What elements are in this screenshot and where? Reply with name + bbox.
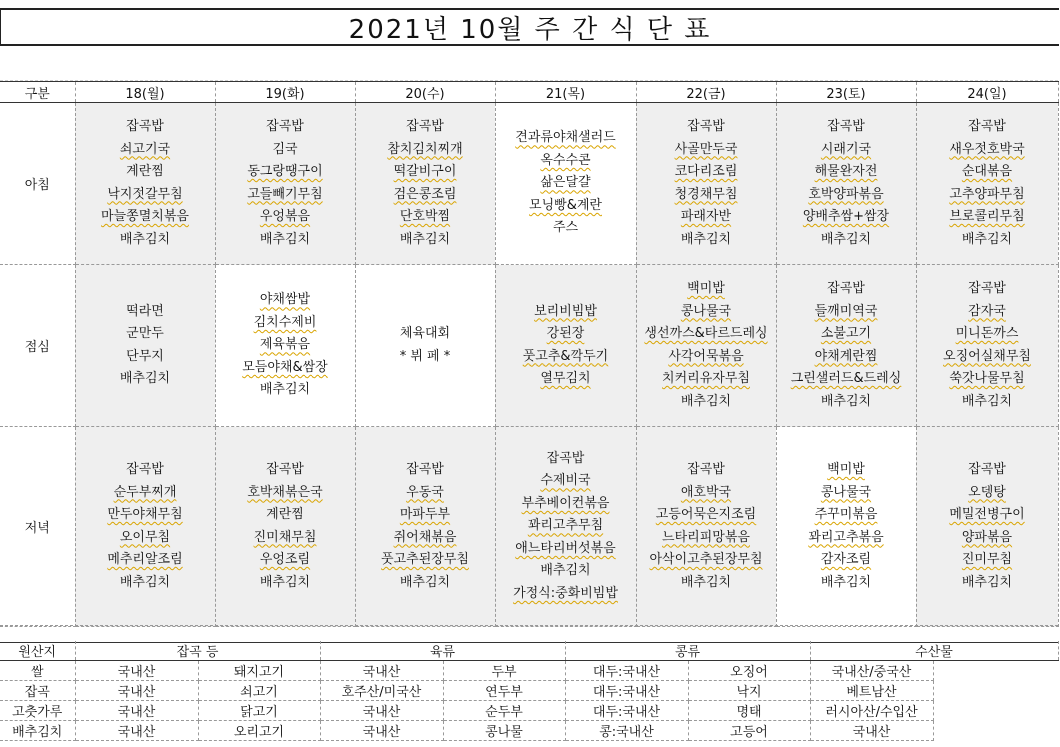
menu-cell xyxy=(916,427,1058,627)
origin-country: 베트남산 xyxy=(810,681,933,701)
origin-country: 국내산 xyxy=(320,721,443,741)
menu-item: 삶은달걀 xyxy=(540,175,591,191)
origin-country: 호주산/미국산 xyxy=(320,681,443,701)
menu-item: 모듬야채&쌈장 xyxy=(242,359,328,375)
menu-item: 파래자반 xyxy=(680,209,732,224)
menu-item: 잡곡밥 xyxy=(687,119,725,134)
menu-item: 잡곡밥 xyxy=(968,119,1006,134)
menu-item: 야채계란찜 xyxy=(814,348,878,364)
menu-cell xyxy=(636,427,776,627)
menu-item: 잡곡밥 xyxy=(546,450,585,466)
menu-cell xyxy=(215,265,355,427)
menu-item: 진미무침 xyxy=(961,552,1013,567)
day-header: 18(월) xyxy=(75,82,215,103)
menu-item: 호박양파볶음 xyxy=(808,186,884,202)
menu-item: 양파볶음 xyxy=(961,529,1013,545)
menu-item: 계란찜 xyxy=(266,507,304,522)
menu-item: 사골만두국 xyxy=(674,141,738,157)
menu-item: 우엉조림 xyxy=(259,552,311,567)
origin-country: 콩:국내산 xyxy=(565,721,688,741)
header-label: 구분 xyxy=(0,82,75,103)
menu-item: 배추김치 xyxy=(961,393,1013,409)
menu-item: 제육볶음 xyxy=(259,337,311,353)
menu-item: 김치수제비 xyxy=(253,314,317,330)
menu-item: 애호박국 xyxy=(680,484,732,500)
menu-item: 떡갈비구이 xyxy=(393,164,457,179)
menu-item: 잡곡밥 xyxy=(687,462,725,477)
day-header: 22(금) xyxy=(636,82,776,103)
menu-item: 마늘쫑멸치볶음 xyxy=(101,209,189,224)
menu-item: 청경채무침 xyxy=(674,186,738,202)
page-title: 2021년 10월 주 간 식 단 표 xyxy=(348,14,712,45)
menu-item: 소불고기 xyxy=(820,326,872,341)
menu-cell xyxy=(916,103,1058,265)
menu-cell xyxy=(495,427,636,627)
menu-item: 시래기국 xyxy=(820,141,872,157)
origin-country: 국내산 xyxy=(75,701,198,721)
origin-item: 두부 xyxy=(443,661,565,681)
menu-item: 체육대회 xyxy=(399,326,451,341)
origin-item: 잡곡 xyxy=(0,681,75,701)
menu-item: 잡곡밥 xyxy=(126,119,164,134)
menu-item: 배추김치 xyxy=(399,574,451,590)
origin-item: 고춧가루 xyxy=(0,701,75,721)
menu-item: 그린샐러드&드레싱 xyxy=(790,371,902,386)
lunch-row xyxy=(0,265,1058,427)
menu-item: 브로콜리무침 xyxy=(949,209,1025,224)
menu-item: 감자국 xyxy=(968,303,1006,319)
menu-item: 배추김치 xyxy=(820,231,872,247)
origin-country: 국내산 xyxy=(810,721,933,741)
menu-item: 치커리유자무침 xyxy=(662,371,750,386)
menu-item: 호박채볶은국 xyxy=(247,484,323,500)
origin-country: 대두:국내산 xyxy=(565,681,688,701)
menu-item: 배추김치 xyxy=(961,231,1013,247)
menu-item: 동그랑땡구이 xyxy=(247,164,323,179)
menu-item: 백미밥 xyxy=(827,462,865,477)
menu-item: 백미밥 xyxy=(687,281,725,296)
breakfast-row xyxy=(0,103,1058,265)
menu-item: 김국 xyxy=(272,141,298,157)
menu-item: 콩나물국 xyxy=(820,484,872,500)
menu-item: 풋고추된장무침 xyxy=(381,552,469,567)
day-header-row xyxy=(0,82,1058,103)
menu-item: 고들빼기무침 xyxy=(247,186,323,202)
menu-item: 단무지 xyxy=(126,348,164,364)
day-header: 24(일) xyxy=(916,82,1058,103)
menu-item: 잡곡밥 xyxy=(266,462,304,477)
menu-item: 콩나물국 xyxy=(680,303,732,319)
menu-item: 잡곡밥 xyxy=(968,462,1006,477)
menu-item: 들깨미역국 xyxy=(814,303,878,319)
menu-item: 옥수수콘 xyxy=(540,152,591,168)
menu-item: 만두야채무침 xyxy=(107,507,183,522)
menu-cell xyxy=(215,103,355,265)
menu-item: 배추김치 xyxy=(680,574,732,590)
menu-item: 주꾸미볶음 xyxy=(814,507,878,522)
menu-title-bar xyxy=(0,8,1059,46)
origin-category: 콩류 xyxy=(565,641,810,661)
origin-country: 국내산/중국산 xyxy=(810,661,933,681)
menu-item: 견과류야채샐러드 xyxy=(515,130,616,146)
menu-item: 오징어실채무침 xyxy=(943,348,1031,364)
menu-item: 고추양파무침 xyxy=(949,186,1025,202)
menu-item: 보리비빔밥 xyxy=(534,303,597,319)
menu-item: 잡곡밥 xyxy=(827,281,865,296)
menu-item: 양배추쌈+쌈장 xyxy=(802,209,890,224)
origin-category-row xyxy=(0,641,1058,661)
origin-item: 닭고기 xyxy=(198,701,320,721)
menu-item: 배추김치 xyxy=(680,393,732,409)
origin-item: 순두부 xyxy=(443,701,565,721)
menu-item: 계란찜 xyxy=(126,164,164,179)
menu-item: 강된장 xyxy=(546,326,585,341)
menu-cell xyxy=(355,265,495,427)
menu-item: 잡곡밥 xyxy=(266,119,304,134)
origin-item: 낙지 xyxy=(688,681,810,701)
menu-item: 배추김치 xyxy=(259,574,311,590)
origin-category: 수산물 xyxy=(810,641,1058,661)
menu-item: 진미채무침 xyxy=(253,529,317,545)
day-header: 20(수) xyxy=(355,82,495,103)
menu-item: 잡곡밥 xyxy=(827,119,865,134)
menu-item: 메밀전병구이 xyxy=(949,507,1025,522)
menu-item: 쥐어채볶음 xyxy=(393,529,457,545)
menu-cell xyxy=(776,103,916,265)
menu-item: 배추김치 xyxy=(119,231,171,247)
menu-cell xyxy=(776,427,916,627)
origin-item: 쇠고기 xyxy=(198,681,320,701)
origin-label: 원산지 xyxy=(0,641,75,661)
menu-item: 부추베이컨볶음 xyxy=(521,495,610,511)
menu-item: 쑥갓나물무침 xyxy=(949,371,1025,386)
menu-item: 검은콩조림 xyxy=(393,186,457,202)
origin-table xyxy=(0,641,1059,741)
menu-item: 배추김치 xyxy=(820,393,872,409)
menu-item: 오이무침 xyxy=(119,529,171,545)
menu-item: 오뎅탕 xyxy=(968,484,1006,500)
origin-item: 배추김치 xyxy=(0,721,75,741)
menu-item: 잡곡밥 xyxy=(406,119,444,134)
menu-cell xyxy=(75,265,215,427)
menu-item: 군만두 xyxy=(126,326,164,341)
menu-cell xyxy=(495,265,636,427)
origin-item: 쌀 xyxy=(0,661,75,681)
menu-item: 해물완자전 xyxy=(814,164,878,179)
menu-item: 우엉볶음 xyxy=(259,209,311,224)
menu-item: 꽈리고추볶음 xyxy=(808,529,884,545)
origin-row xyxy=(0,661,1058,681)
menu-item: 고등어묵은지조림 xyxy=(655,507,757,522)
menu-item: 주스 xyxy=(552,220,579,236)
origin-category: 육류 xyxy=(320,641,565,661)
weekly-menu-table xyxy=(0,81,1059,627)
menu-item: 잡곡밥 xyxy=(968,281,1006,296)
menu-cell xyxy=(636,103,776,265)
menu-item: 배추김치 xyxy=(259,231,311,247)
origin-item: 연두부 xyxy=(443,681,565,701)
menu-cell xyxy=(215,427,355,627)
menu-item: 순대볶음 xyxy=(961,164,1013,179)
origin-item: 오리고기 xyxy=(198,721,320,741)
origin-country: 국내산 xyxy=(75,721,198,741)
origin-country: 대두:국내산 xyxy=(565,661,688,681)
menu-item: 배추김치 xyxy=(259,382,311,398)
menu-item: 애느타리버섯볶음 xyxy=(515,540,616,556)
menu-cell xyxy=(75,427,215,627)
day-header: 23(토) xyxy=(776,82,916,103)
origin-country: 국내산 xyxy=(75,681,198,701)
origin-item: 돼지고기 xyxy=(198,661,320,681)
origin-category: 잡곡 등 xyxy=(75,641,320,661)
menu-item: 메추리알조림 xyxy=(107,552,183,567)
menu-item: 우동국 xyxy=(406,484,444,500)
meal-label: 점심 xyxy=(0,265,75,427)
menu-item: * 뷔 페 * xyxy=(399,348,451,364)
menu-item: 배추김치 xyxy=(961,574,1013,590)
menu-item: 생선까스&타르드레싱 xyxy=(644,326,768,341)
menu-item: 모닝빵&계란 xyxy=(529,197,602,213)
origin-item: 오징어 xyxy=(688,661,810,681)
menu-cell xyxy=(355,427,495,627)
origin-country: 국내산 xyxy=(320,661,443,681)
menu-cell xyxy=(636,265,776,427)
menu-item: 배추김치 xyxy=(119,574,171,590)
origin-country: 국내산 xyxy=(75,661,198,681)
menu-item: 배추김치 xyxy=(680,231,732,247)
origin-item: 콩나물 xyxy=(443,721,565,741)
origin-item: 고등어 xyxy=(688,721,810,741)
menu-item: 수제비국 xyxy=(540,473,591,489)
day-header: 19(화) xyxy=(215,82,355,103)
menu-item: 배추김치 xyxy=(399,231,451,247)
menu-item: 열무김치 xyxy=(540,371,591,386)
menu-item: 코다리조림 xyxy=(674,164,738,179)
origin-country: 국내산 xyxy=(320,701,443,721)
origin-row xyxy=(0,701,1058,721)
menu-item: 잡곡밥 xyxy=(406,462,444,477)
origin-row xyxy=(0,681,1058,701)
menu-item: 낙지젓갈무침 xyxy=(107,186,183,202)
menu-cell xyxy=(776,265,916,427)
menu-item: 배추김치 xyxy=(820,574,872,590)
menu-cell xyxy=(916,265,1058,427)
menu-cell xyxy=(495,103,636,265)
menu-item: 아삭이고추된장무침 xyxy=(649,552,763,567)
menu-item: 단호박찜 xyxy=(399,209,451,224)
menu-item: 쇠고기국 xyxy=(119,141,171,157)
menu-item: 참치김치찌개 xyxy=(387,141,463,157)
menu-item: 꽈리고추무침 xyxy=(527,518,604,534)
menu-item: 새우젓호박국 xyxy=(949,141,1025,157)
menu-item: 떡라면 xyxy=(126,303,164,319)
menu-item: 미니돈까스 xyxy=(955,326,1019,341)
menu-item: 배추김치 xyxy=(540,563,591,579)
menu-item: 마파두부 xyxy=(399,507,451,522)
menu-item: 순두부찌개 xyxy=(113,484,177,500)
menu-item: 배추김치 xyxy=(119,371,171,386)
origin-country: 대두:국내산 xyxy=(565,701,688,721)
day-header: 21(목) xyxy=(495,82,636,103)
menu-item: 풋고추&깍두기 xyxy=(522,348,609,364)
menu-item: 가정식:중화비빔밥 xyxy=(513,585,618,601)
menu-item: 야채쌈밥 xyxy=(259,292,311,308)
dinner-row xyxy=(0,427,1058,627)
menu-cell xyxy=(75,103,215,265)
meal-label: 아침 xyxy=(0,103,75,265)
meal-label: 저녁 xyxy=(0,427,75,627)
blank-row xyxy=(0,44,1058,81)
origin-item: 명태 xyxy=(688,701,810,721)
origin-country: 러시아산/수입산 xyxy=(810,701,933,721)
menu-cell xyxy=(355,103,495,265)
menu-item: 사각어묵볶음 xyxy=(668,348,744,364)
origin-row xyxy=(0,721,1058,741)
menu-item: 감자조림 xyxy=(820,552,872,567)
menu-item: 느타리피망볶음 xyxy=(662,529,750,545)
menu-item: 잡곡밥 xyxy=(126,462,164,477)
